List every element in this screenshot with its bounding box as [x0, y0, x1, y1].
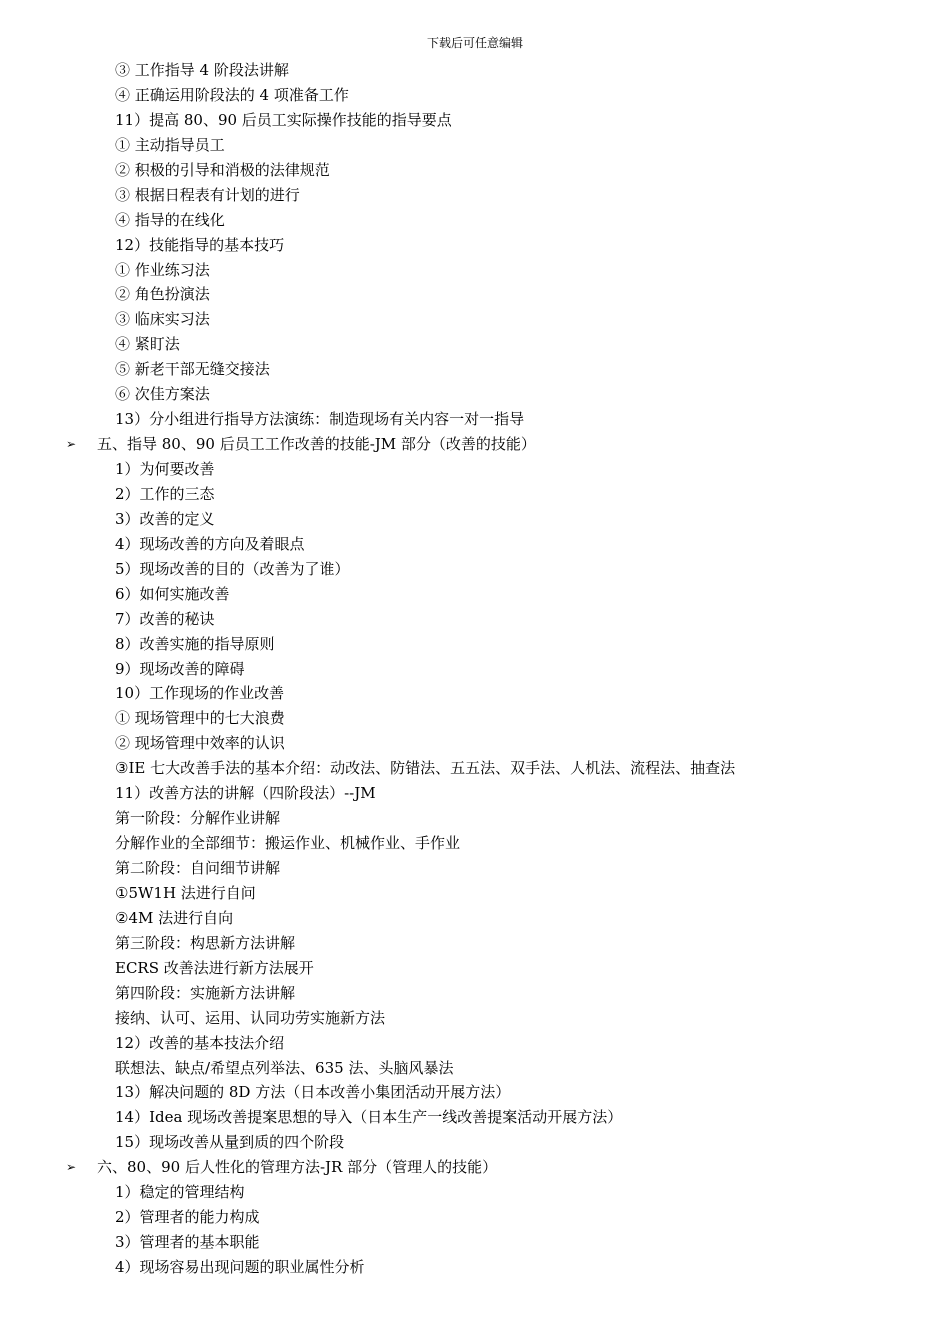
- line-text: 14）Idea 现场改善提案思想的导入（日本生产一线改善提案活动开展方法）: [115, 1108, 623, 1127]
- list-item: [0, 1031, 950, 1056]
- line-text: ① 主动指导员工: [115, 135, 225, 154]
- list-item: [0, 1180, 950, 1205]
- list-item: [0, 233, 950, 258]
- list-item: [0, 981, 950, 1006]
- list-item: [0, 133, 950, 158]
- list-item: [0, 781, 950, 806]
- list-item: [0, 1080, 950, 1105]
- line-text: ①5W1H 法进行自问: [115, 883, 256, 902]
- line-text: 第四阶段：实施新方法讲解: [115, 983, 296, 1002]
- line-text: 11）改善方法的讲解（四阶段法）--JM: [115, 784, 376, 803]
- document-body: [0, 58, 950, 1280]
- list-item: [0, 108, 950, 133]
- line-text: ⑥ 次佳方案法: [115, 385, 210, 404]
- line-text: 6）如何实施改善: [115, 584, 230, 603]
- line-text: ④ 正确运用阶段法的 4 项准备工作: [115, 85, 349, 104]
- list-item: [0, 831, 950, 856]
- line-text: 3）改善的定义: [115, 509, 215, 528]
- list-item: [0, 1130, 950, 1155]
- line-text: 12）技能指导的基本技巧: [115, 235, 285, 254]
- line-text: 第一阶段：分解作业讲解: [115, 809, 281, 828]
- list-item: [0, 258, 950, 283]
- line-text: 五、指导 80、90 后员工工作改善的技能-JM 部分（改善的技能）: [97, 435, 536, 454]
- list-item: [0, 657, 950, 682]
- list-item: [0, 931, 950, 956]
- list-item: [0, 83, 950, 108]
- line-text: 4）现场容易出现问题的职业属性分析: [115, 1258, 365, 1276]
- list-item: [0, 208, 950, 233]
- line-text: ④ 指导的在线化: [115, 210, 225, 229]
- list-item: [0, 706, 950, 731]
- list-item: [0, 357, 950, 382]
- line-text: 13）解决问题的 8D 方法（日本改善小集团活动开展方法）: [115, 1083, 511, 1102]
- list-item: [0, 557, 950, 582]
- line-text: ④ 紧盯法: [115, 335, 180, 354]
- line-text: ① 现场管理中的七大浪费: [115, 709, 285, 728]
- list-item: [0, 956, 950, 981]
- list-item: [0, 856, 950, 881]
- list-item: [0, 407, 950, 432]
- list-item: [0, 1230, 950, 1255]
- list-item: [0, 457, 950, 482]
- line-text: 接纳、认可、运用、认同功劳实施新方法: [115, 1008, 386, 1027]
- line-text: ⑤ 新老干部无缝交接法: [115, 360, 270, 379]
- section-heading: [0, 1155, 950, 1180]
- line-text: 4）现场改善的方向及着眼点: [115, 534, 305, 553]
- line-text: 六、80、90 后人性化的管理方法-JR 部分（管理人的技能）: [97, 1158, 498, 1177]
- arrow-bullet-icon: ➢: [66, 437, 77, 452]
- line-text: 1）为何要改善: [115, 460, 215, 478]
- line-text: ② 现场管理中效率的认识: [115, 734, 285, 753]
- list-item: [0, 731, 950, 756]
- line-text: ③ 根据日程表有计划的进行: [115, 185, 300, 204]
- list-item: [0, 607, 950, 632]
- line-text: 13）分小组进行指导方法演练：制造现场有关内容一对一指导: [115, 410, 525, 429]
- line-text: 分解作业的全部细节：搬运作业、机械作业、手作业: [115, 834, 461, 853]
- list-item: [0, 158, 950, 183]
- list-item: [0, 906, 950, 931]
- line-text: 2）管理者的能力构成: [115, 1208, 260, 1227]
- section-heading: [0, 432, 950, 457]
- line-text: ③ 工作指导 4 阶段法讲解: [115, 61, 289, 79]
- line-text: 7）改善的秘诀: [115, 609, 215, 628]
- line-text: ① 作业练习法: [115, 260, 210, 279]
- list-item: [0, 382, 950, 407]
- line-text: ② 积极的引导和消极的法律规范: [115, 160, 330, 179]
- line-text: 10）工作现场的作业改善: [115, 684, 285, 703]
- line-text: 8）改善实施的指导原则: [115, 634, 275, 653]
- list-item: [0, 1105, 950, 1130]
- list-item: [0, 1056, 950, 1081]
- line-text: 第三阶段：构思新方法讲解: [115, 933, 296, 952]
- list-item: [0, 332, 950, 357]
- list-item: [0, 681, 950, 706]
- line-text: 3）管理者的基本职能: [115, 1233, 260, 1252]
- line-text: ② 角色扮演法: [115, 285, 210, 304]
- list-item: [0, 58, 950, 83]
- line-text: 2）工作的三态: [115, 484, 215, 503]
- list-item: [0, 482, 950, 507]
- line-text: ③IE 七大改善手法的基本介绍：动改法、防错法、五五法、双手法、人机法、流程法、抽查法: [115, 759, 736, 778]
- line-text: 12）改善的基本技法介绍: [115, 1033, 285, 1052]
- line-text: 9）现场改善的障碍: [115, 659, 245, 678]
- line-text: ③ 临床实习法: [115, 310, 210, 329]
- list-item: [0, 756, 950, 781]
- line-text: 第二阶段：自问细节讲解: [115, 859, 281, 877]
- line-text: 联想法、缺点/希望点列举法、635 法、头脑风暴法: [115, 1058, 454, 1077]
- line-text: 1）稳定的管理结构: [115, 1183, 245, 1202]
- list-item: [0, 282, 950, 307]
- list-item: [0, 806, 950, 831]
- list-item: [0, 183, 950, 208]
- line-text: ②4M 法进行自向: [115, 908, 234, 927]
- list-item: [0, 632, 950, 657]
- line-text: ECRS 改善法进行新方法展开: [115, 958, 314, 977]
- page-header: 下载后可任意编辑: [426, 36, 523, 50]
- list-item: [0, 507, 950, 532]
- list-item: [0, 1255, 950, 1280]
- line-text: 5）现场改善的目的（改善为了谁）: [115, 559, 350, 578]
- line-text: 11）提高 80、90 后员工实际操作技能的指导要点: [115, 110, 452, 129]
- line-text: 15）现场改善从量到质的四个阶段: [115, 1133, 345, 1152]
- list-item: [0, 307, 950, 332]
- list-item: [0, 881, 950, 906]
- list-item: [0, 532, 950, 557]
- list-item: [0, 1006, 950, 1031]
- list-item: [0, 1205, 950, 1230]
- arrow-bullet-icon: ➢: [66, 1160, 77, 1175]
- list-item: [0, 582, 950, 607]
